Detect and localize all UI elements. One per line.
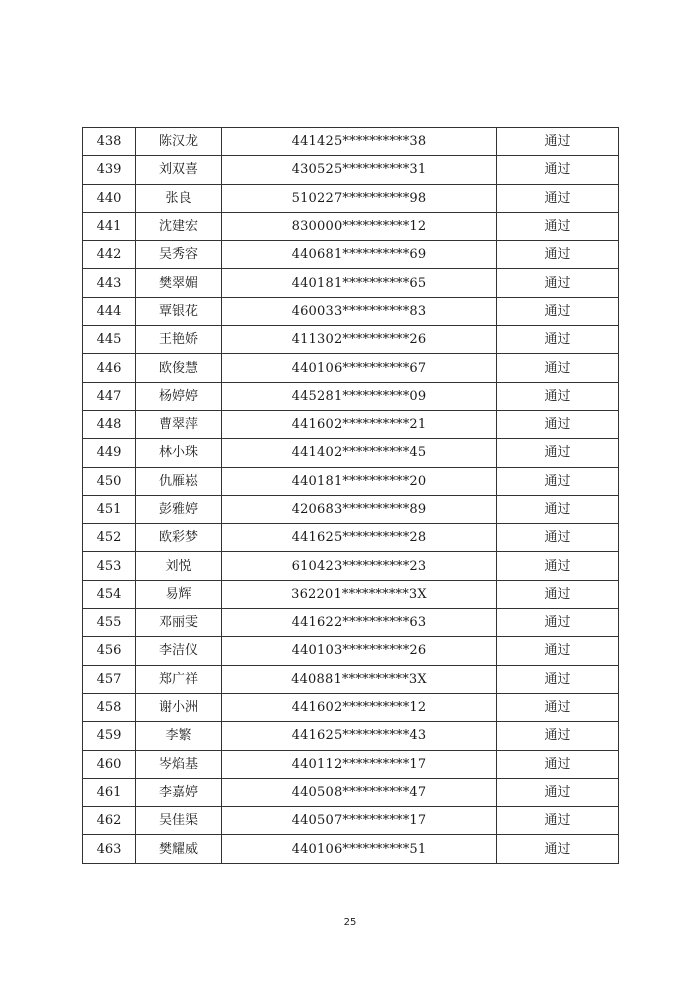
result-status: 通过 (497, 637, 619, 665)
id-number: 440103**********26 (222, 637, 497, 665)
row-number: 462 (83, 807, 136, 835)
id-number: 441602**********12 (222, 693, 497, 721)
result-status: 通过 (497, 326, 619, 354)
result-status: 通过 (497, 382, 619, 410)
row-number: 445 (83, 326, 136, 354)
row-number: 461 (83, 778, 136, 806)
table-row (83, 326, 619, 354)
id-number: 362201**********3X (222, 580, 497, 608)
id-number: 441622**********63 (222, 609, 497, 637)
id-number: 440106**********67 (222, 354, 497, 382)
result-status: 通过 (497, 297, 619, 325)
id-number: 830000**********12 (222, 212, 497, 240)
person-name: 李嘉婷 (136, 778, 222, 806)
table-row (83, 835, 619, 863)
row-number: 450 (83, 467, 136, 495)
person-name: 李繁 (136, 722, 222, 750)
row-number: 438 (83, 128, 136, 156)
table-row (83, 467, 619, 495)
id-number: 440507**********17 (222, 807, 497, 835)
row-number: 446 (83, 354, 136, 382)
id-number: 440181**********65 (222, 269, 497, 297)
row-number: 442 (83, 241, 136, 269)
id-number: 441602**********21 (222, 410, 497, 438)
row-number: 440 (83, 184, 136, 212)
table-row (83, 439, 619, 467)
person-name: 谢小洲 (136, 693, 222, 721)
person-name: 易辉 (136, 580, 222, 608)
row-number: 457 (83, 665, 136, 693)
id-number: 441625**********28 (222, 524, 497, 552)
table-row (83, 637, 619, 665)
id-number: 430525**********31 (222, 156, 497, 184)
result-status: 通过 (497, 609, 619, 637)
id-number: 441625**********43 (222, 722, 497, 750)
table-row (83, 807, 619, 835)
table-row (83, 609, 619, 637)
id-number: 441425**********38 (222, 128, 497, 156)
table-row (83, 212, 619, 240)
person-name: 吴秀容 (136, 241, 222, 269)
person-name: 彭雅婷 (136, 495, 222, 523)
table-row (83, 354, 619, 382)
row-number: 443 (83, 269, 136, 297)
table-row (83, 410, 619, 438)
id-number: 510227**********98 (222, 184, 497, 212)
id-number: 445281**********09 (222, 382, 497, 410)
table-row (83, 297, 619, 325)
person-name: 杨婷婷 (136, 382, 222, 410)
person-name: 欧彩梦 (136, 524, 222, 552)
table-body (83, 128, 619, 864)
person-name: 邓丽雯 (136, 609, 222, 637)
row-number: 453 (83, 552, 136, 580)
result-status: 通过 (497, 778, 619, 806)
id-number: 440508**********47 (222, 778, 497, 806)
person-name: 仇雁崧 (136, 467, 222, 495)
result-status: 通过 (497, 212, 619, 240)
result-status: 通过 (497, 693, 619, 721)
person-name: 樊耀威 (136, 835, 222, 863)
table-row (83, 693, 619, 721)
result-status: 通过 (497, 156, 619, 184)
id-number: 460033**********83 (222, 297, 497, 325)
person-name: 刘悦 (136, 552, 222, 580)
table-row (83, 552, 619, 580)
result-status: 通过 (497, 665, 619, 693)
person-name: 欧俊慧 (136, 354, 222, 382)
result-status: 通过 (497, 354, 619, 382)
result-status: 通过 (497, 552, 619, 580)
result-status: 通过 (497, 722, 619, 750)
row-number: 452 (83, 524, 136, 552)
table-row (83, 580, 619, 608)
id-number: 440181**********20 (222, 467, 497, 495)
person-name: 郑广祥 (136, 665, 222, 693)
row-number: 439 (83, 156, 136, 184)
row-number: 456 (83, 637, 136, 665)
result-status: 通过 (497, 524, 619, 552)
row-number: 449 (83, 439, 136, 467)
id-number: 440112**********17 (222, 750, 497, 778)
person-name: 刘双喜 (136, 156, 222, 184)
person-name: 张良 (136, 184, 222, 212)
table-row (83, 750, 619, 778)
person-name: 吴佳渠 (136, 807, 222, 835)
result-status: 通过 (497, 410, 619, 438)
row-number: 460 (83, 750, 136, 778)
id-number: 440106**********51 (222, 835, 497, 863)
person-name: 李洁仪 (136, 637, 222, 665)
id-number: 440881**********3X (222, 665, 497, 693)
result-status: 通过 (497, 467, 619, 495)
table-row (83, 665, 619, 693)
table-row (83, 722, 619, 750)
table-row (83, 524, 619, 552)
id-number: 441402**********45 (222, 439, 497, 467)
result-status: 通过 (497, 807, 619, 835)
result-status: 通过 (497, 269, 619, 297)
result-status: 通过 (497, 184, 619, 212)
person-name: 沈建宏 (136, 212, 222, 240)
result-status: 通过 (497, 835, 619, 863)
page-number: 25 (343, 917, 357, 928)
person-name: 王艳娇 (136, 326, 222, 354)
table-row (83, 495, 619, 523)
row-number: 451 (83, 495, 136, 523)
id-number: 610423**********23 (222, 552, 497, 580)
row-number: 441 (83, 212, 136, 240)
result-status: 通过 (497, 580, 619, 608)
result-status: 通过 (497, 495, 619, 523)
row-number: 454 (83, 580, 136, 608)
person-name: 曹翠萍 (136, 410, 222, 438)
table-row (83, 156, 619, 184)
result-status: 通过 (497, 439, 619, 467)
row-number: 448 (83, 410, 136, 438)
person-name: 陈汉龙 (136, 128, 222, 156)
table-row (83, 382, 619, 410)
id-number: 411302**********26 (222, 326, 497, 354)
person-name: 覃银花 (136, 297, 222, 325)
table-row (83, 241, 619, 269)
table-row (83, 184, 619, 212)
person-name: 樊翠媚 (136, 269, 222, 297)
row-number: 463 (83, 835, 136, 863)
person-name: 林小珠 (136, 439, 222, 467)
table-row (83, 269, 619, 297)
id-number: 420683**********89 (222, 495, 497, 523)
row-number: 455 (83, 609, 136, 637)
result-status: 通过 (497, 128, 619, 156)
table-row (83, 778, 619, 806)
table-row (83, 128, 619, 156)
person-name: 岑焰基 (136, 750, 222, 778)
id-number: 440681**********69 (222, 241, 497, 269)
results-table (82, 127, 619, 864)
row-number: 458 (83, 693, 136, 721)
result-status: 通过 (497, 241, 619, 269)
row-number: 444 (83, 297, 136, 325)
row-number: 447 (83, 382, 136, 410)
row-number: 459 (83, 722, 136, 750)
result-status: 通过 (497, 750, 619, 778)
